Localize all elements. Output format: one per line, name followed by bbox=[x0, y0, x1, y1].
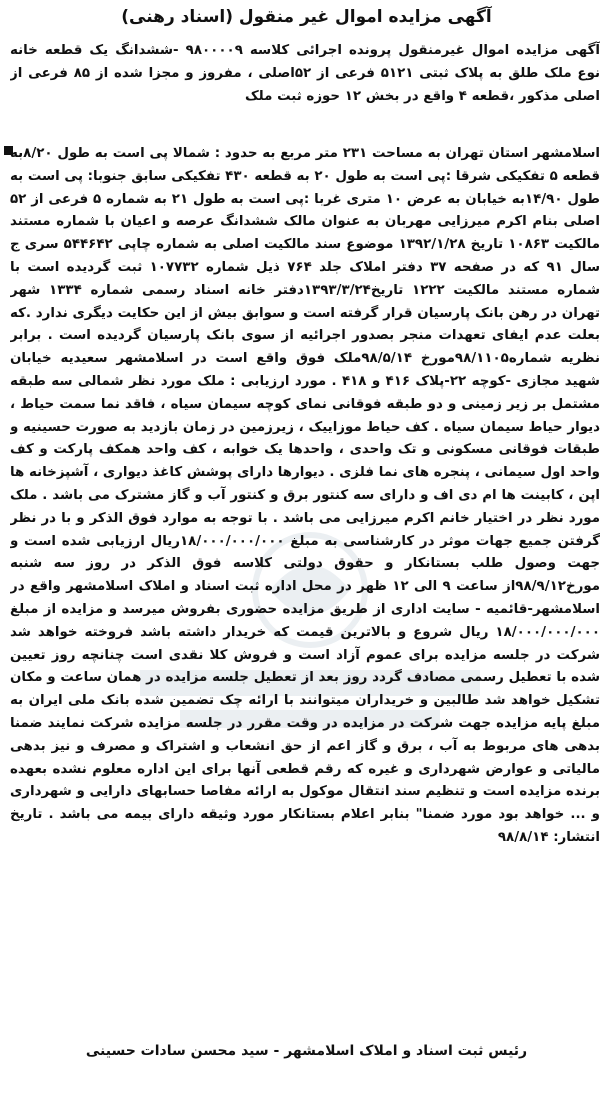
notice-signature: رئیس ثبت اسناد و املاک اسلامشهر - سید محسن سادات حسینی bbox=[85, 1043, 528, 1059]
notice-lead-paragraph: آگهی مزایده اموال غیرمنقول پرونده اجرائی کلاسه ۹۸۰۰۰۰۹ -ششدانگ یک قطعه خانه نوع ملک طلق به پلاک ثبتی ۵۱۲۱ فرعی از ۵۲اصلی ، مفروز و مجزا شده از ۸۵ فرعی از اصلی مذکور ،قطعه ۴ واقع در بخش ۱۲ حوزه ثبت ملک bbox=[10, 43, 600, 104]
notice-body-paragraph: اسلامشهر استان تهران به مساحت ۲۳۱ متر مربع به حدود : شمالا پی است به طول ۸/۲۰به قطعه ۵ تفکیکی شرقا :پی است به طول ۲۰ به قطعه ۴۳۰ تفکیکی سابق جنوبا: پی است به طول ۱۴/۹۰به خیابان به عرض ۱۰ متری غربا :پی است به طول ۲۱ به شماره ۵ فرعی از ۵۲ اصلی بنام اکرم میرزایی مهربان به عنوان مالک ششدانگ عرصه و اعیان با شماره مستند مالکیت ۱۰۸۶۳ تاریخ ۱۳۹۲/۱/۲۸ موضوع سند مالکیت اصلی به شماره چاپی ۵۴۴۶۴۲ سری ج سال ۹۱ که در صفحه ۳۷ دفتر املاک جلد ۷۶۴ ذیل شماره ۱۰۷۷۳۲ ثبت گردیده است با شماره مستند مالکیت ۱۲۲۲ تاریخ۱۳۹۳/۳/۲۴دفتر خانه اسناد رسمی شماره ۱۳۳۴ شهر تهران در رهن بانک پارسیان قرار گرفته است و سوابق بیش از این حکایت دیگری ندارد .که بعلت عدم ایفای تعهدات منجر بصدور اجرائیه از سوی بانک پارسیان گردیده است . برابر نظریه شماره۹۸/۱۱۰۵مورخ ۹۸/۵/۱۴ملک فوق واقع است در اسلامشهر سعیدیه خیابان شهید مجازی -کوچه ۲۲-پلاک ۴۱۶ و ۴۱۸ . مورد ارزیابی : ملک مورد نظر شمالی سه طبقه مشتمل بر زیر زمینی و دو طبقه فوقانی نمای کوچه سیمان سیاه ، فاقد نما سمت حیاط ، دیوار حیاط سیمان سیاه . کف حیاط موزاییک ، زیرزمین در زمان بازدید به صورت حسینیه و طبقات فوقانی مسکونی و تک واحدی ، واحدها یک خوابه ، کف واحد همکف پارکت و کف واحد اول سیمانی ، پنجره های نما فلزی . دیوارها دارای پوشش کاغذ دیواری ، آشپزخانه ها اپن ، کابینت ها ام دی اف و دارای سه کنتور برق و کنتور آب و گاز مشترک می باشد . ملک مورد نظر در اختیار خانم اکرم میرزایی می باشد . با توجه به موارد فوق الذکر و با در نظر گرفتن جمیع جهات موثر در کارشناسی به مبلغ ۱۸/۰۰۰/۰۰۰/۰۰۰ریال ارزیابی شده است و جهت وصول طلب بستانکار و حقوق دولتی کلاسه فوق الذکر در روز سه شنبه مورخ۹۸/۹/۱۲از ساعت ۹ الی ۱۲ ظهر در محل اداره ثبت اسناد و املاک اسلامشهر واقع در اسلامشهر-قائمیه - سایت اداری از طریق مزایده حضوری بفروش میرسد و مزایده از مبلغ ۱۸/۰۰۰/۰۰۰/۰۰۰ ریال شروع و بالاترین قیمت که خریدار داشته باشد فروخته خواهد شد شرکت در جلسه مزایده برای عموم آزاد است و فروش کلا نقدی است چنانچه روز تعیین شده با تعطیل رسمی مصادف گردد روز بعد از تعطیل جلسه مزایده در همان ساعت و مکان تشکیل خواهد شد طالبین و خریداران میتوانند با ارائه چک تضمین شده بانک ملی ایران به مبلغ پایه مزایده جهت شرکت در مزایده در وقت مقرر در جلسه مزایده شرکت نمایند ضمنا بدهی های مربوط به آب ، برق و گاز اعم از حق انشعاب و اشتراک و مصرف و نیز بدهی مالیاتی و عوارض شهرداری و غیره که رقم قطعی آنها برای این اداره معلوم نشده بعهده برنده مزایده است و تنظیم سند انتقال موکول به ارائه مفاصا حسابهای دارایی و شهرداری و ... خواهد بود مورد ضمنا" بنابر اعلام بستانکار مورد وثیقه دارای بیمه می باشد . تاریخ انتشار: ۹۸/۸/۱۴ bbox=[10, 146, 600, 845]
notice-title: آگهی مزایده اموال غیر منقول (اسناد رهنی) bbox=[121, 7, 492, 27]
